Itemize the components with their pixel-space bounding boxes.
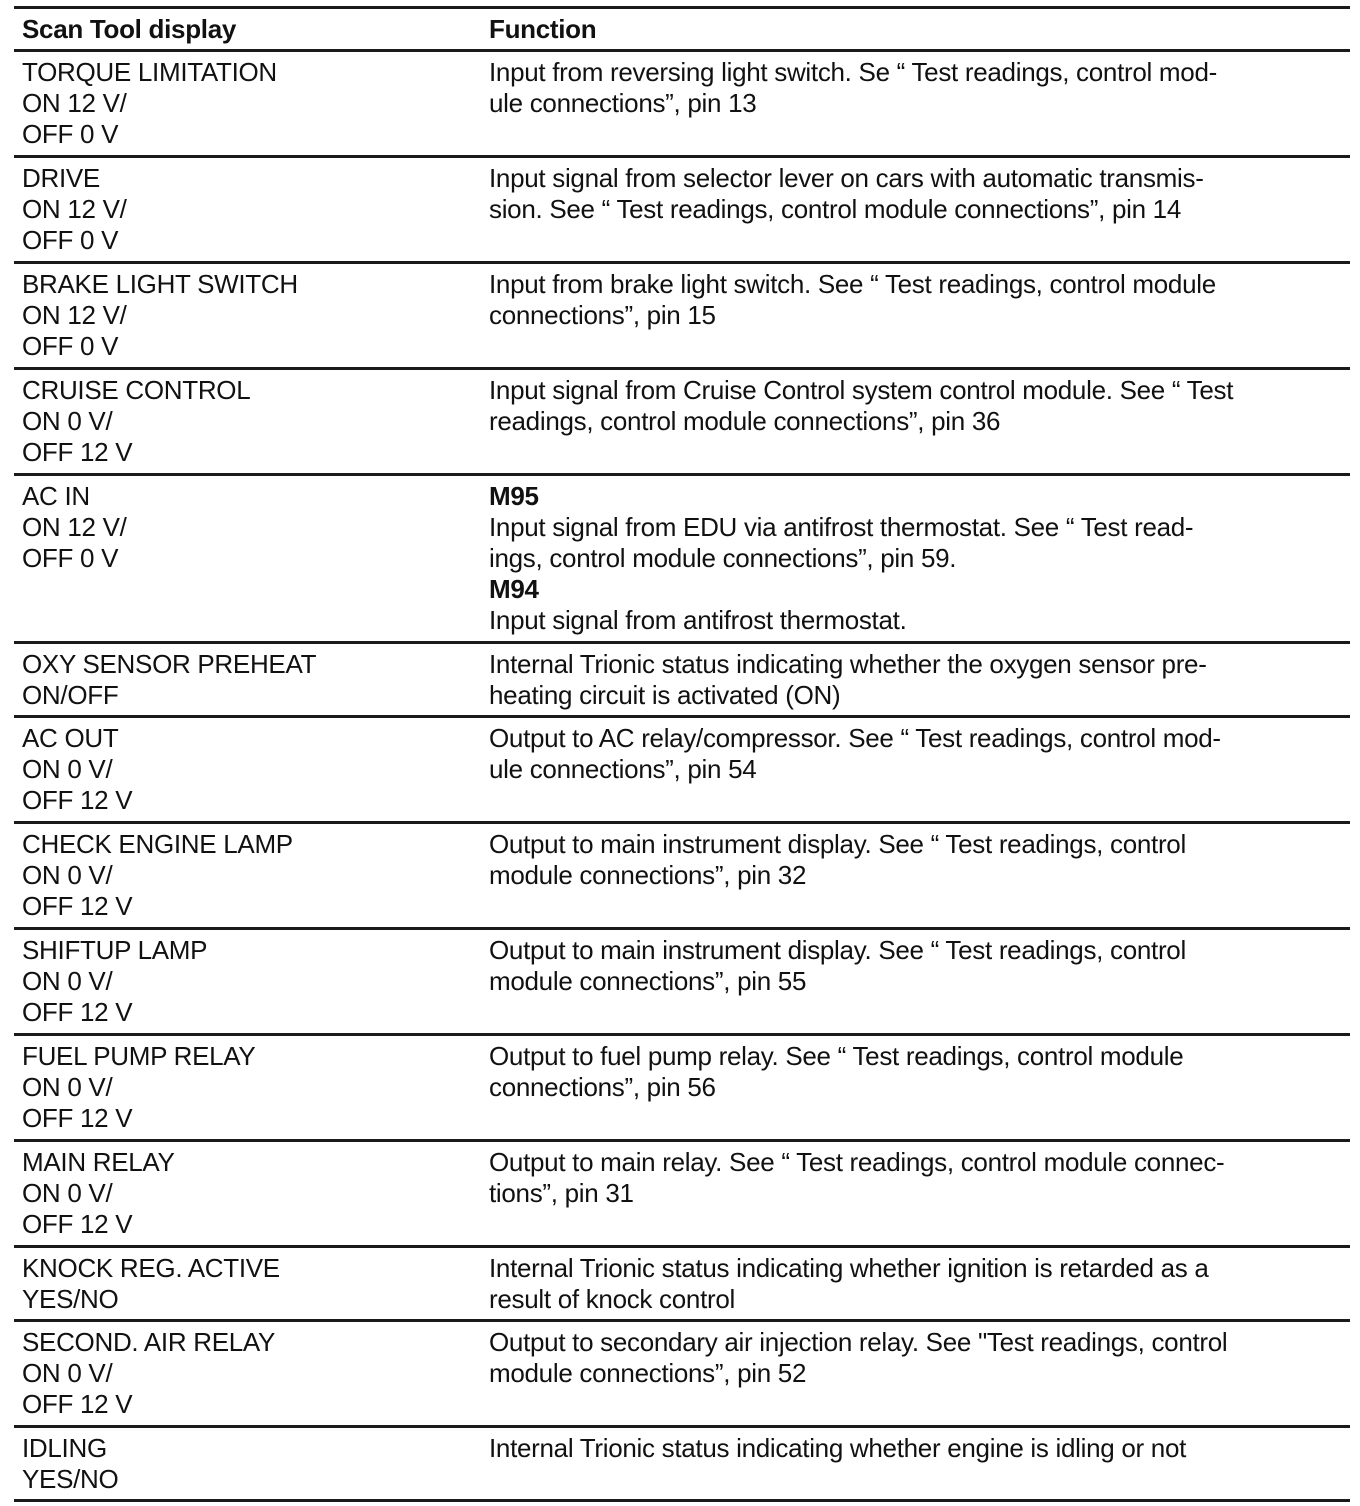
function-line: module connections”, pin 32 (489, 860, 807, 890)
display-cell (14, 644, 489, 715)
display-line: MAIN RELAY (22, 1147, 175, 1177)
table-row (14, 1428, 1350, 1502)
display-line: CRUISE CONTROL (22, 375, 251, 405)
function-line: Internal Trionic status indicating whether the oxygen sensor pre- (489, 649, 1207, 679)
function-line: Output to fuel pump relay. See “ Test readings, control module (489, 1041, 1184, 1071)
table-row (14, 718, 1350, 824)
display-line: YES/NO (22, 1284, 119, 1314)
display-cell (14, 1142, 489, 1245)
function-line: readings, control module connections”, pin 36 (489, 406, 1001, 436)
function-cell (489, 644, 1350, 715)
display-line: ON 12 V/ (22, 88, 127, 118)
header-function: Function (489, 14, 597, 44)
function-line: Output to secondary air injection relay. See "Test readings, control (489, 1327, 1228, 1357)
display-cell (14, 476, 489, 641)
table-header (14, 6, 1350, 52)
function-cell (489, 370, 1350, 473)
display-line: IDLING (22, 1433, 107, 1463)
function-line: heating circuit is activated (ON) (489, 680, 841, 710)
function-cell (489, 1322, 1350, 1425)
display-line: OFF 12 V (22, 1389, 133, 1419)
function-cell (489, 52, 1350, 155)
table-row (14, 930, 1350, 1036)
display-line: OFF 0 V (22, 119, 119, 149)
function-line: connections”, pin 56 (489, 1072, 716, 1102)
display-line: OFF 0 V (22, 331, 119, 361)
function-line: Internal Trionic status indicating whether engine is idling or not (489, 1433, 1187, 1463)
display-line: TORQUE LIMITATION (22, 57, 277, 87)
table-row (14, 1036, 1350, 1142)
display-line: ON 12 V/ (22, 300, 127, 330)
model-label-m95: M95 (489, 481, 539, 511)
display-cell (14, 370, 489, 473)
function-line: ule connections”, pin 13 (489, 88, 757, 118)
function-line: Output to AC relay/compressor. See “ Test readings, control mod- (489, 723, 1221, 753)
display-line: YES/NO (22, 1464, 119, 1494)
table-row (14, 264, 1350, 370)
display-line: OXY SENSOR PREHEAT (22, 649, 317, 679)
function-line: module connections”, pin 52 (489, 1358, 807, 1388)
display-line: OFF 12 V (22, 785, 133, 815)
function-line: module connections”, pin 55 (489, 966, 807, 996)
table-row (14, 158, 1350, 264)
table-row (14, 1248, 1350, 1322)
display-cell (14, 1036, 489, 1139)
function-cell (489, 930, 1350, 1033)
display-line: DRIVE (22, 163, 100, 193)
table-row (14, 1322, 1350, 1428)
function-line: result of knock control (489, 1284, 735, 1314)
display-line: OFF 0 V (22, 543, 119, 573)
function-line: Input signal from antifrost thermostat. (489, 605, 907, 635)
function-line: tions”, pin 31 (489, 1178, 634, 1208)
display-cell (14, 264, 489, 367)
display-cell (14, 930, 489, 1033)
display-line: ON 0 V/ (22, 1178, 113, 1208)
display-line: AC IN (22, 481, 90, 511)
function-cell (489, 824, 1350, 927)
table-row (14, 644, 1350, 718)
display-line: ON/OFF (22, 680, 119, 710)
display-cell (14, 158, 489, 261)
function-line: Output to main relay. See “ Test readings, control module connec- (489, 1147, 1225, 1177)
display-line: OFF 12 V (22, 1209, 133, 1239)
function-line: connections”, pin 15 (489, 300, 716, 330)
model-label-m94: M94 (489, 574, 539, 604)
table-row (14, 824, 1350, 930)
display-line: OFF 12 V (22, 437, 133, 467)
header-scan-tool-display: Scan Tool display (22, 14, 237, 44)
function-line: Input from brake light switch. See “ Test readings, control module (489, 269, 1216, 299)
function-cell (489, 1428, 1350, 1499)
function-line: Output to main instrument display. See “ Test readings, control (489, 935, 1186, 965)
display-line: ON 0 V/ (22, 754, 113, 784)
function-cell (489, 476, 1350, 641)
table-row (14, 52, 1350, 158)
display-line: AC OUT (22, 723, 119, 753)
function-line: Input from reversing light switch. Se “ Test readings, control mod- (489, 57, 1217, 87)
display-line: ON 0 V/ (22, 860, 113, 890)
display-line: ON 12 V/ (22, 194, 127, 224)
display-line: ON 0 V/ (22, 966, 113, 996)
function-line: Internal Trionic status indicating whether ignition is retarded as a (489, 1253, 1209, 1283)
table-row (14, 370, 1350, 476)
scan-tool-table (14, 6, 1350, 1502)
display-line: KNOCK REG. ACTIVE (22, 1253, 280, 1283)
display-line: BRAKE LIGHT SWITCH (22, 269, 298, 299)
function-line: Output to main instrument display. See “ Test readings, control (489, 829, 1186, 859)
function-cell (489, 718, 1350, 821)
display-cell (14, 824, 489, 927)
function-cell (489, 158, 1350, 261)
display-line: ON 12 V/ (22, 512, 127, 542)
function-cell (489, 1248, 1350, 1319)
display-line: ON 0 V/ (22, 1072, 113, 1102)
display-cell (14, 1322, 489, 1425)
display-line: OFF 12 V (22, 997, 133, 1027)
display-line: ON 0 V/ (22, 1358, 113, 1388)
function-line: ings, control module connections”, pin 59. (489, 543, 957, 573)
function-cell (489, 264, 1350, 367)
function-line: Input signal from selector lever on cars with automatic transmis- (489, 163, 1204, 193)
function-cell (489, 1142, 1350, 1245)
display-cell (14, 1248, 489, 1319)
function-line: ule connections”, pin 54 (489, 754, 757, 784)
function-cell (489, 1036, 1350, 1139)
function-line: Input signal from Cruise Control system control module. See “ Test (489, 375, 1234, 405)
table-row (14, 1142, 1350, 1248)
display-cell (14, 1428, 489, 1499)
display-cell (14, 718, 489, 821)
display-line: OFF 12 V (22, 1103, 133, 1133)
display-line: OFF 0 V (22, 225, 119, 255)
display-line: OFF 12 V (22, 891, 133, 921)
display-line: SECOND. AIR RELAY (22, 1327, 276, 1357)
function-line: Input signal from EDU via antifrost thermostat. See “ Test read- (489, 512, 1194, 542)
display-line: FUEL PUMP RELAY (22, 1041, 256, 1071)
display-line: CHECK ENGINE LAMP (22, 829, 293, 859)
display-line: SHIFTUP LAMP (22, 935, 208, 965)
function-line: sion. See “ Test readings, control module connections”, pin 14 (489, 194, 1181, 224)
table-row (14, 476, 1350, 644)
display-cell (14, 52, 489, 155)
display-line: ON 0 V/ (22, 406, 113, 436)
